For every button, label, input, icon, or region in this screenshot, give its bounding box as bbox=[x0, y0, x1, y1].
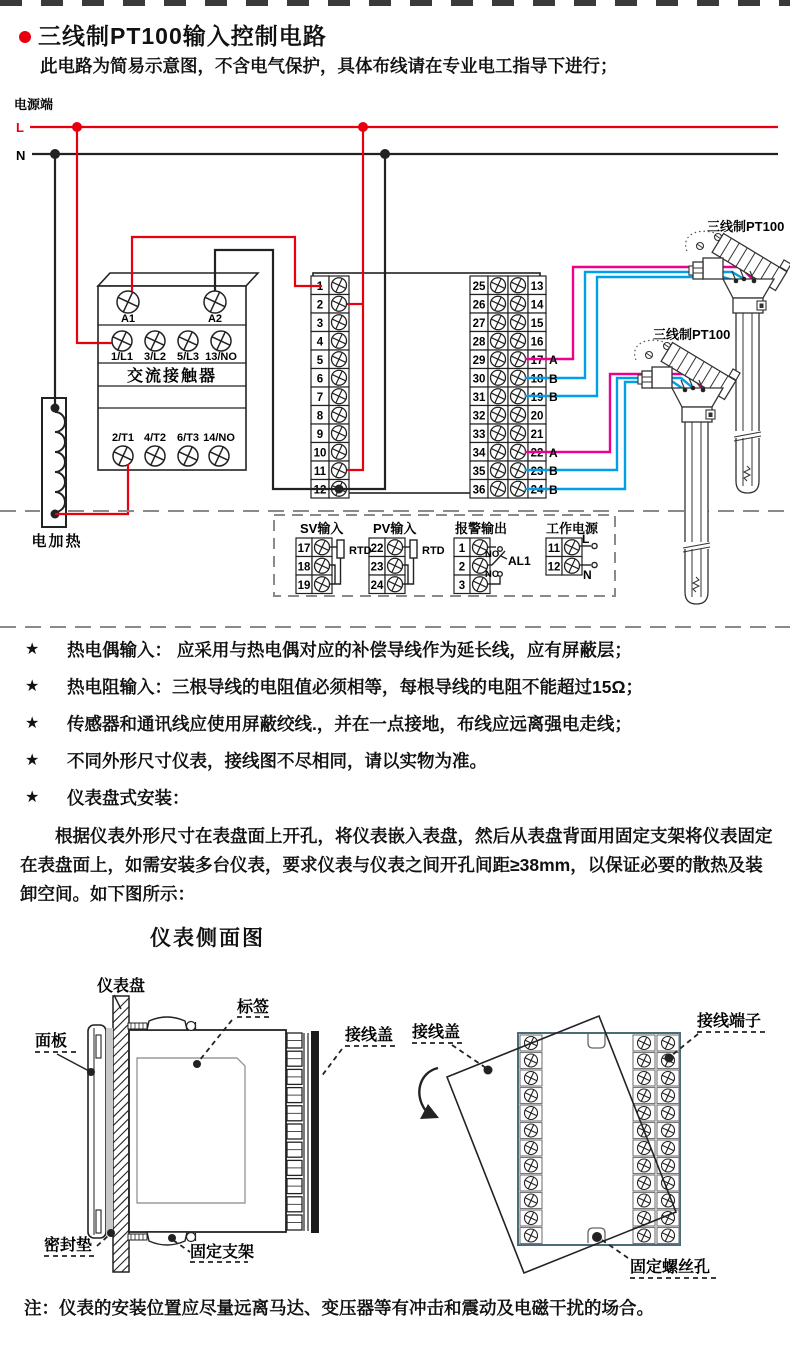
svg-text:16: 16 bbox=[530, 336, 544, 349]
junction-dot bbox=[335, 485, 344, 494]
rear-terminal-stack bbox=[287, 1033, 302, 1230]
svg-text:17: 17 bbox=[530, 355, 544, 367]
svg-text:30: 30 bbox=[472, 373, 486, 386]
svg-text:9: 9 bbox=[316, 429, 324, 441]
pv-rtd-label: RTD bbox=[422, 545, 445, 557]
svg-text:6: 6 bbox=[316, 373, 324, 386]
screw-hole-label: 固定螺丝孔 bbox=[630, 1259, 711, 1276]
power-bus bbox=[14, 97, 778, 163]
wire-letter-labels bbox=[549, 353, 558, 497]
svg-text:5: 5 bbox=[316, 355, 324, 367]
wire-18-b bbox=[525, 272, 744, 378]
contactor-name: 交流接触器 bbox=[126, 368, 218, 385]
svg-text:19: 19 bbox=[297, 580, 311, 592]
svg-text:27: 27 bbox=[472, 318, 486, 330]
svg-text:25: 25 bbox=[472, 281, 486, 293]
svg-text:3: 3 bbox=[458, 580, 466, 592]
star-icon: ★ bbox=[25, 678, 40, 695]
pv-input-label: PV输入 bbox=[373, 521, 417, 536]
wire-label-b: B bbox=[549, 390, 558, 404]
terminals-label: 接线端子 bbox=[697, 1013, 762, 1030]
svg-text:12: 12 bbox=[313, 484, 327, 497]
svg-text:13: 13 bbox=[530, 281, 544, 293]
fixing-screw-hole bbox=[592, 1232, 602, 1242]
page-title: 三线制PT100输入控制电路 bbox=[38, 23, 327, 49]
star-icon: ★ bbox=[25, 752, 40, 769]
alarm-al1-label: AL1 bbox=[508, 554, 531, 568]
ac-contactor bbox=[98, 273, 258, 470]
svg-text:26: 26 bbox=[472, 299, 486, 312]
svg-text:22: 22 bbox=[370, 543, 384, 555]
note-text: 不同外形尺寸仪表，接线图不尽相同，请以实物为准。 bbox=[67, 751, 487, 771]
note-bullet bbox=[25, 712, 773, 736]
svg-text:14: 14 bbox=[530, 299, 544, 312]
live-label: L bbox=[16, 120, 24, 135]
work-power-neutral: N bbox=[583, 568, 592, 582]
wire-label-b: B bbox=[549, 464, 558, 478]
gasket-label: 密封垫 bbox=[44, 1237, 93, 1254]
note-text: 传感器和通讯线应使用屏蔽绞线.，并在一点接地，布线应远离强电走线； bbox=[67, 714, 632, 734]
note-bullet bbox=[25, 675, 773, 699]
terminal-label: 3/L2 bbox=[143, 351, 167, 363]
coil-terminal-a2: A2 bbox=[207, 313, 223, 325]
svg-text:22: 22 bbox=[530, 447, 544, 460]
io-panel bbox=[296, 521, 599, 594]
bracket-label: 固定支架 bbox=[190, 1244, 255, 1261]
label-sticker-label: 标签 bbox=[237, 999, 270, 1016]
wire-label-b: B bbox=[549, 372, 558, 386]
label-sticker bbox=[137, 1058, 245, 1203]
side-view-diagram bbox=[35, 976, 398, 1295]
terminal-label: 4/T2 bbox=[143, 432, 167, 444]
star-icon: ★ bbox=[25, 641, 40, 658]
svg-text:28: 28 bbox=[472, 336, 486, 349]
svg-text:10: 10 bbox=[313, 447, 327, 460]
note-bullet bbox=[25, 638, 773, 662]
note-text: 热电阻输入：三根导线的电阻值必须相等，每根导线的电阻不能超过15Ω； bbox=[67, 677, 643, 697]
sv-input-label: SV输入 bbox=[300, 521, 344, 536]
svg-text:12: 12 bbox=[547, 561, 561, 574]
terminal-strip-1-12 bbox=[311, 275, 349, 498]
note-bullet bbox=[25, 749, 773, 773]
panel-board-label: 仪表盘 bbox=[97, 978, 146, 995]
wiring-schematic bbox=[0, 88, 790, 630]
terminal-cover-side bbox=[311, 1031, 319, 1233]
terminal-cover-label-rear: 接线盖 bbox=[412, 1024, 461, 1041]
heater-label: 电加热 bbox=[31, 533, 83, 550]
svg-text:23: 23 bbox=[370, 561, 384, 574]
fixing-bracket-bottom bbox=[128, 1232, 196, 1245]
terminal-label: 1/L1 bbox=[110, 351, 134, 363]
installation-diagrams bbox=[0, 960, 790, 1295]
svg-text:36: 36 bbox=[472, 484, 486, 497]
alarm-nc-label: NC bbox=[485, 569, 499, 580]
bottom-note: 注：仪表的安装位置应尽量远离马达、变压器等有冲击和震动及电磁干扰的场合。 bbox=[24, 1298, 654, 1318]
svg-text:24: 24 bbox=[530, 484, 544, 497]
terminal-label: 5/L3 bbox=[176, 351, 200, 363]
neutral-label: N bbox=[16, 148, 26, 163]
wire-label-a: A bbox=[549, 353, 558, 367]
svg-text:15: 15 bbox=[530, 318, 544, 330]
rear-view-diagram bbox=[411, 1011, 768, 1278]
terminal-cover-label: 接线盖 bbox=[345, 1027, 394, 1044]
work-power-label: 工作电源 bbox=[546, 521, 599, 536]
electric-heater bbox=[31, 398, 82, 550]
wire-label-b: B bbox=[549, 483, 558, 497]
install-paragraph: 根据仪表外形尺寸在表盘面上开孔，将仪表嵌入表盘，然后从表盘背面用固定支架将仪表固定在表盘面上，如需安装多台仪表，要求仪表与仪表之间开孔间距≥38mm，以保证必要的散热及装卸空间。如下图所示： bbox=[20, 826, 773, 904]
terminal-strip-25-36-13-24 bbox=[470, 275, 546, 498]
pt100-sensor-lower bbox=[635, 340, 740, 604]
svg-text:18: 18 bbox=[297, 561, 311, 574]
svg-text:17: 17 bbox=[297, 543, 311, 555]
svg-text:3: 3 bbox=[316, 318, 324, 330]
rotation-arrow bbox=[419, 1068, 438, 1111]
svg-text:23: 23 bbox=[530, 466, 544, 478]
title-bullet-icon bbox=[19, 31, 31, 43]
note-bullet bbox=[25, 786, 773, 810]
svg-text:2: 2 bbox=[316, 299, 324, 312]
wire-17-a bbox=[525, 267, 754, 359]
svg-text:20: 20 bbox=[530, 410, 544, 423]
svg-text:18: 18 bbox=[530, 373, 544, 386]
terminal-label: 13/NO bbox=[205, 351, 237, 363]
svg-text:2: 2 bbox=[458, 561, 466, 574]
svg-text:31: 31 bbox=[472, 392, 486, 404]
svg-text:7: 7 bbox=[316, 392, 324, 404]
coil-terminal-a1: A1 bbox=[120, 313, 136, 325]
svg-text:24: 24 bbox=[370, 580, 384, 592]
svg-text:35: 35 bbox=[472, 466, 486, 478]
svg-text:34: 34 bbox=[472, 447, 486, 460]
alarm-no-label: NO bbox=[485, 549, 500, 560]
star-icon: ★ bbox=[25, 789, 40, 806]
svg-text:32: 32 bbox=[472, 410, 486, 423]
sv-rtd-label: RTD bbox=[349, 545, 372, 557]
svg-text:8: 8 bbox=[316, 410, 324, 423]
star-icon: ★ bbox=[25, 715, 40, 732]
pt100-label-lower: 三线制PT100 bbox=[653, 327, 731, 342]
alarm-output-label: 报警输出 bbox=[455, 521, 508, 536]
terminal-label: 6/T3 bbox=[176, 432, 200, 444]
power-terminal-label: 电源端 bbox=[14, 97, 54, 112]
terminal-label: 14/NO bbox=[203, 432, 235, 444]
work-power-live: L bbox=[582, 532, 590, 546]
svg-text:11: 11 bbox=[313, 466, 327, 478]
fixing-bracket-top bbox=[128, 1017, 196, 1031]
svg-text:11: 11 bbox=[547, 543, 561, 555]
svg-text:1: 1 bbox=[316, 281, 324, 293]
svg-text:33: 33 bbox=[472, 429, 486, 441]
svg-text:19: 19 bbox=[530, 392, 544, 404]
svg-text:4: 4 bbox=[316, 336, 324, 349]
notes-list bbox=[25, 638, 773, 823]
screw-tab-top bbox=[588, 1034, 605, 1048]
front-panel-label: 面板 bbox=[35, 1033, 68, 1050]
page-subtitle: 此电路为简易示意图，不含电气保护，具体布线请在专业电工指导下进行； bbox=[40, 56, 618, 76]
note-text: 热电偶输入： 应采用与热电偶对应的补偿导线作为延长线，应有屏蔽层； bbox=[67, 640, 632, 660]
pt100-label-upper: 三线制PT100 bbox=[707, 219, 785, 234]
wire-label-a: A bbox=[549, 446, 558, 460]
svg-text:29: 29 bbox=[472, 355, 486, 367]
svg-text:1: 1 bbox=[458, 543, 466, 555]
terminal-label: 2/T1 bbox=[111, 432, 135, 444]
gasket bbox=[106, 1028, 113, 1236]
side-view-heading: 仪表侧面图 bbox=[150, 926, 265, 950]
page-top-dashed-border bbox=[0, 0, 790, 6]
svg-text:21: 21 bbox=[530, 429, 544, 441]
note-text: 仪表盘式安装： bbox=[67, 788, 190, 808]
